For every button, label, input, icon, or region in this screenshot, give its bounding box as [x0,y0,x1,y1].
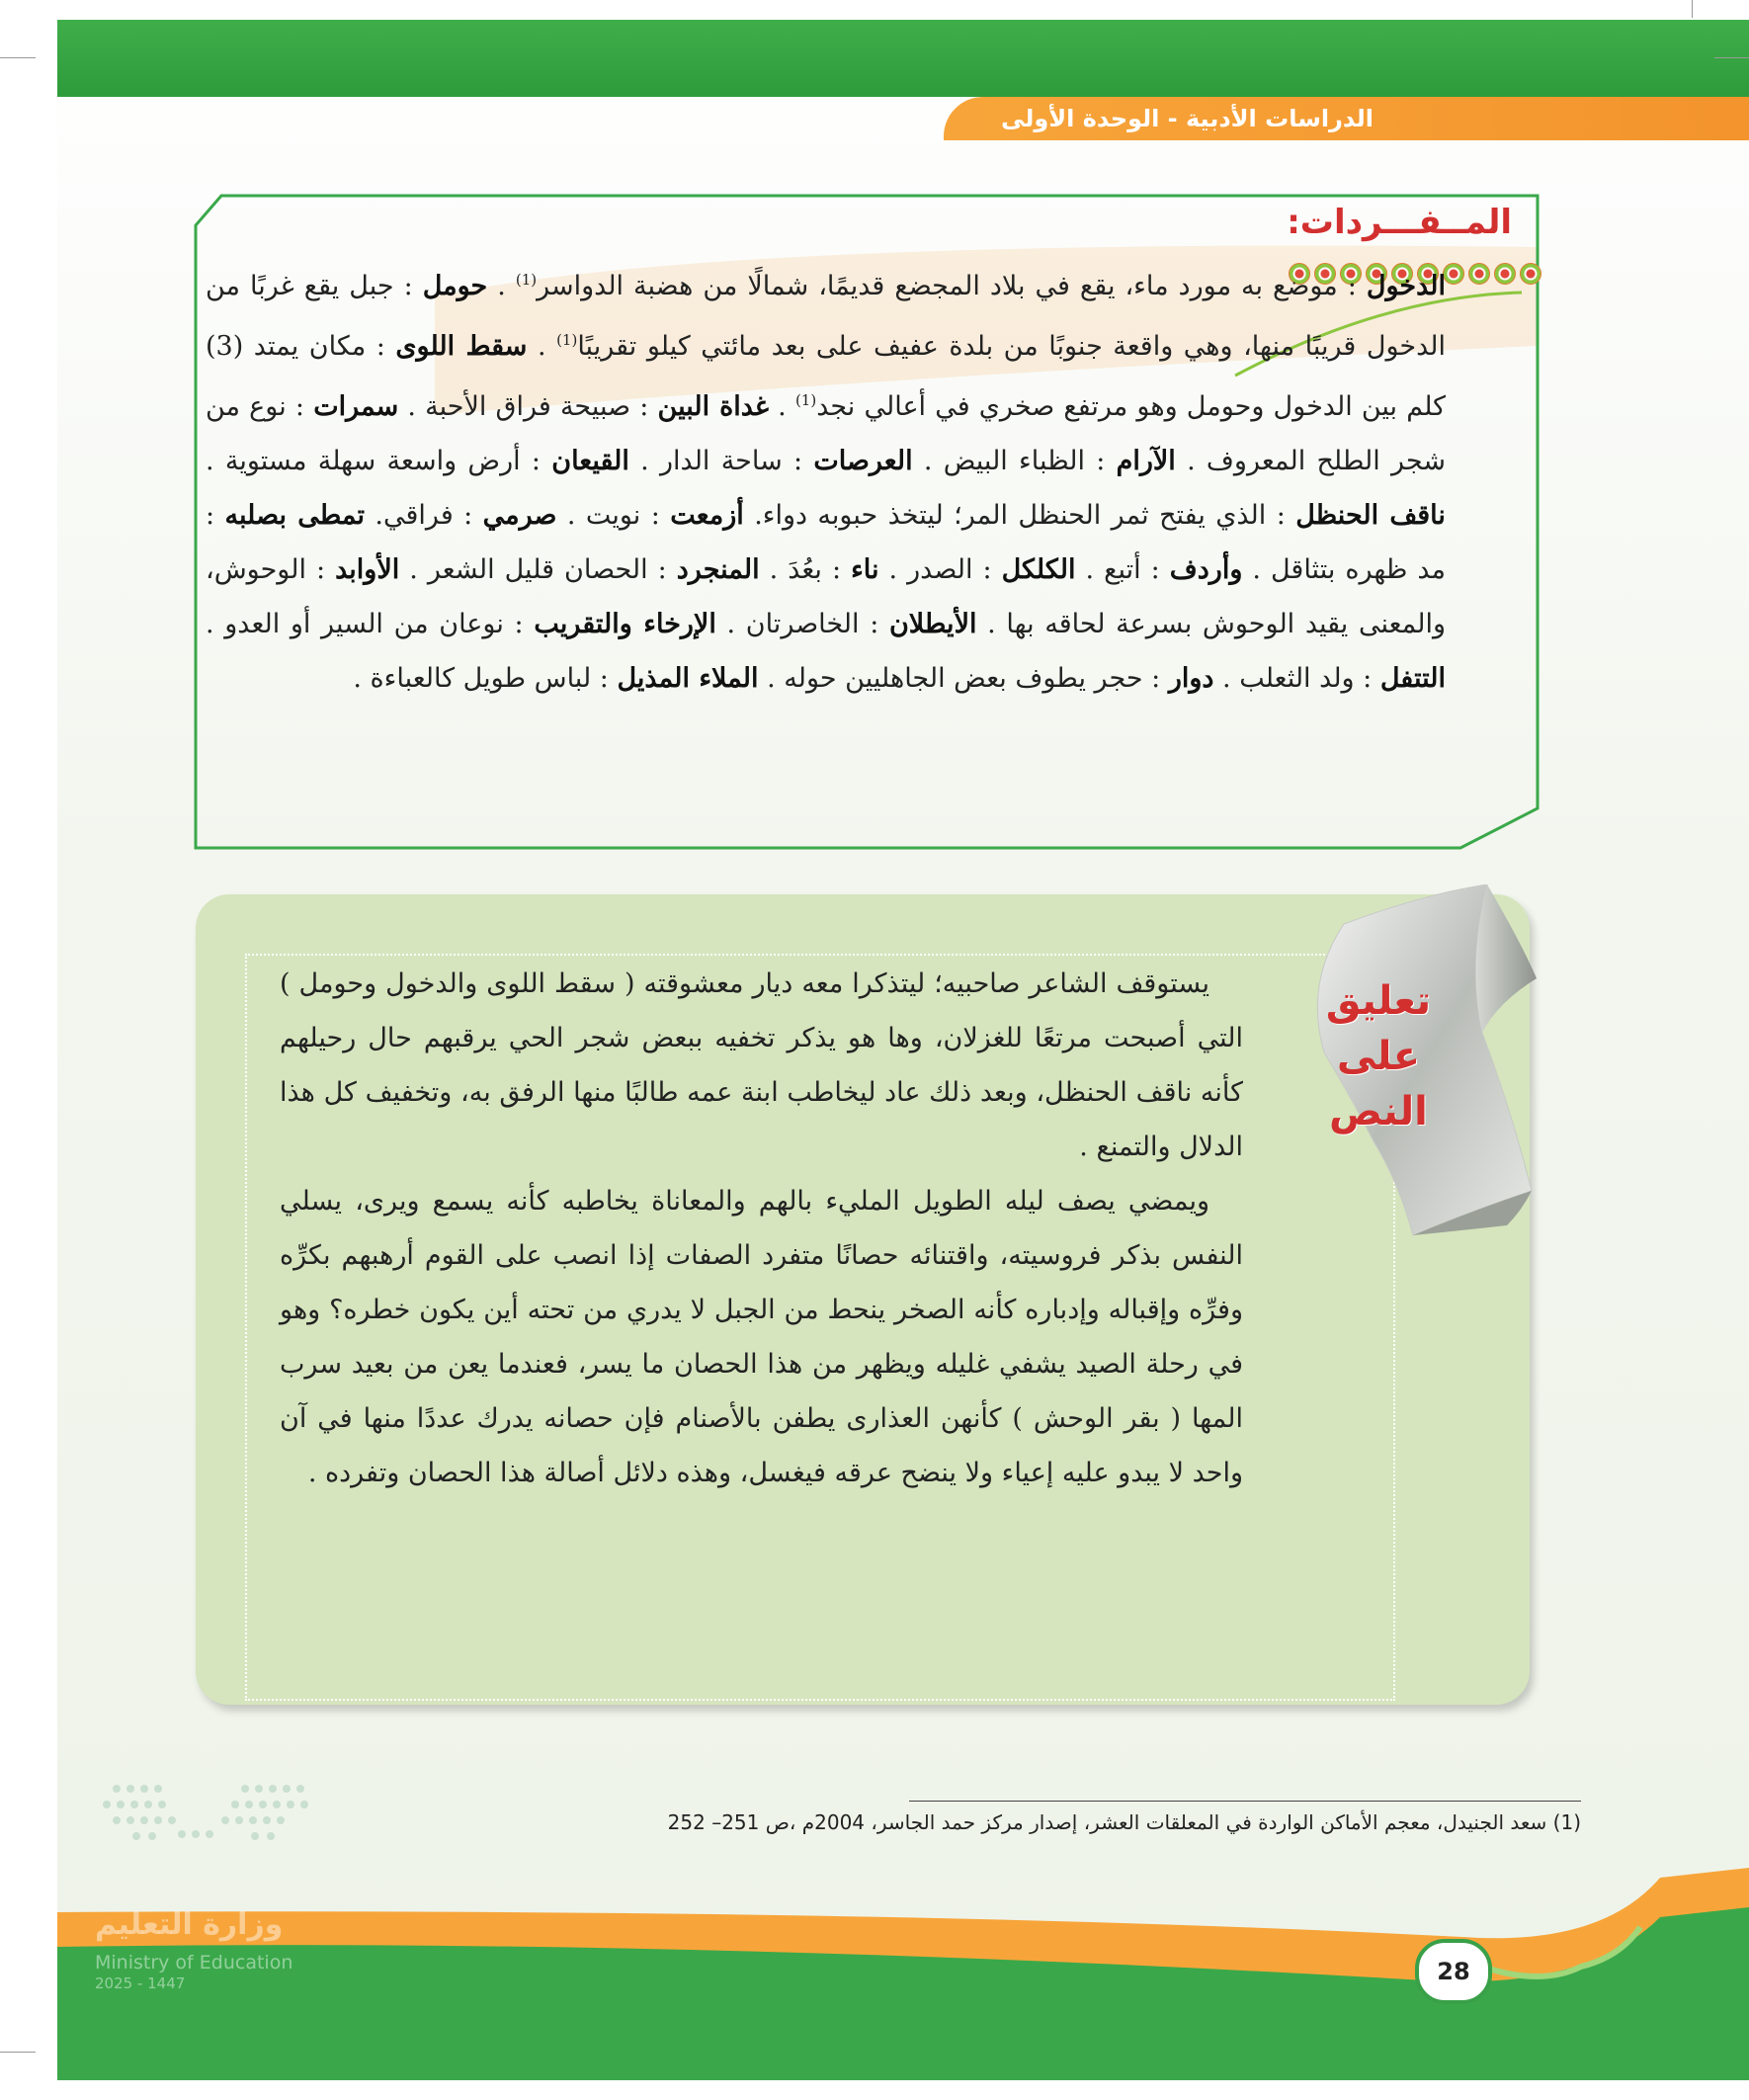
dot-ornament [1520,263,1541,285]
vocab-definition: : نوع من شجر الطلح المعروف . [206,391,1446,476]
dot-ornament [1468,263,1490,285]
vocab-definition: : الحصان قليل الشعر . [409,554,667,585]
vocab-definition: : بعُدَ . [769,554,842,585]
vocab-definition: : الخاصرتان . [726,609,879,639]
ministry-name-arabic: وزارة التعليم [95,1907,284,1942]
vocab-text: الدخول : موضع به مورد ماء، يقع في بلاد المجضع قديمًا، شمالًا من هضبة الدواسر$^{(1)}$ . حومل : جبل يقع غربًا من الدخول قريبًا منها، وهي واقعة جنوبًا من بلدة عفيف على بعد مائتي كيلو تقريبًا$^{(1)}$ . سقط اللوى : مكان يمتد (3) كلم بين الدخول وحومل وهو مرتفع صخري في أعالي نجد$^{(1)}$ . غداة البين : صبيحة فراق الأحبة . سمرات : نوع من شجر الطلح المعروف . الآرام : الظباء البيض . العرصات : ساحة الدار . القيعان : أرض واسعة سهلة مستوية . ناقف الحنظل : الذي يفتح ثمر الحنظل المر؛ ليتخذ حبوبه دواء. أزمعت : نويت . صرمي : فراقي. تمطى بصلبه : مد ظهره بتثاقل . وأردف : أتبع . الكلكل : الصدر . ناء : بعُدَ . المنجرد : الحصان قليل الشعر . الأوابد : الوحوش، والمعنى يقيد الوحوش بسرعة لحاقه بها . الأيطلان : الخاصرتان . الإرخاء والتقريب : نوعان من السير أو العدو . التتفل : ولد الثعلب . دوار : حجر يطوف بعض الجاهليين حوله . الملاء المذيل : لباس طويل كالعباءة . [206,271,1447,694]
ministry-year: 2025 - 1447 [95,1974,186,1992]
vocab-term: ناء [851,554,879,585]
commentary-label-line: تعليق [1325,978,1432,1024]
dot-ornament [1494,263,1516,285]
footnote: (1) سعد الجنيدل، معجم الأماكن الواردة في المعلقات العشر، إصدار مركز حمد الجاسر، 2004م ،ص 251– 252 [667,1810,1581,1834]
vocab-term: القيعان [551,446,629,476]
footnote-ref: (1) [515,271,538,289]
commentary-paragraph: ويمضي يصف ليله الطويل المليء بالهم والمعاناة يخاطبه كأنه يسمع ويرى، يسلي النفس بذكر فروسيته، واقتنائه حصانًا متفرد الصفات إذا انصب على القوم أرهبهم بكرِّه وفرِّه وإقباله وإدباره كأنه الصخر ينحط من الجبل لا يدري من تحته أين يكون خطره؟ وهو في رحلة الصيد يشفي غليله ويظهر من هذا الحصان ما يسر، فعندما يعن من بعيد سرب المها ( بقر الوحش ) كأنهن العذارى يطفن بالأصنام فإن حصانه يدرك عددًا منها في آن واحد لا يبدو عليه إعياء ولا ينضح عرقه فيغسل، وهذه دلائل أصالة هذا الحصان وتفرده . [280,1186,1243,1488]
vocab-term: سمرات [313,391,399,422]
vocab-term: حومل [422,271,488,301]
ministry-logo [97,1779,324,1888]
vocab-term: وأردف [1169,554,1243,585]
commentary-label-line: على [1336,1034,1421,1079]
commentary-paragraph: يستوقف الشاعر صاحبيه؛ ليتذكرا معه ديار معشوقته ( سقط اللوى والدخول وحومل ) التي أصبحت مرتعًا للغزلان، وها هو يذكر تخفيه ببعض شجر الحي يرقبهم حال رحيلهم كأنه ناقف الحنظل، وبعد ذلك عاد ليخاطب ابنة عمه طالبًا منها الرفق به، وتخفيف كل هذا الدلال والتمنع . [280,968,1243,1162]
page-number: 28 [1415,1939,1492,2004]
footnote-rule [909,1801,1581,1802]
vocab-term: العرصات [813,446,913,476]
vocab-term: الكلكل [1001,554,1076,585]
vocab-definition: : جبل يقع غربًا من الدخول قريبًا منها، وهي واقعة جنوبًا من بلدة عفيف على بعد مائتي كيلو تقريبًا [206,271,1447,362]
vocab-definition: : الظباء البيض . [923,446,1106,476]
vocab-definition: : نويت . [566,500,660,531]
vocab-definition: : ساحة الدار . [640,446,803,476]
vocab-term: التتفل [1379,663,1446,694]
vocab-definition: : أرض واسعة سهلة مستوية . [206,446,541,476]
vocab-term: الملاء المذيل [617,663,759,694]
vocab-term: الإرخاء والتقريب [534,609,716,639]
vocab-term: تمطى بصلبه [224,500,366,531]
vocab-title: المــفـــردات: [1287,203,1512,242]
vocab-term: الأيطلان [888,609,977,639]
vocab-term: الآرام [1116,446,1176,476]
section-title: الدراسات الأدبية - الوحدة الأولى [1001,105,1374,132]
vocab-term: الأوابد [335,554,400,585]
footnote-ref: (1) [556,331,578,349]
vocab-term: الدخول [1366,271,1446,301]
ministry-name-english: Ministry of Education [95,1952,293,1974]
dot-ornament [1443,263,1464,285]
vocab-definition: : ولد الثعلب . [1222,663,1373,694]
vocab-definition: : أتبع . [1085,554,1160,585]
vocab-definition: : فراقي. [375,500,473,531]
vocab-term: صرمي [482,500,557,531]
vocab-definition: : مكان يمتد (3) كلم بين الدخول وحومل وهو مرتفع صخري في أعالي نجد [206,331,1446,422]
vocab-definition: : موضع به مورد ماء، يقع في بلاد المجضع قديمًا، شمالًا من هضبة الدواسر [537,271,1357,301]
vocab-term: غداة البين [657,391,770,422]
commentary-label [1319,973,1438,1139]
vocab-definition: : مد ظهره بتثاقل . [206,500,1446,585]
vocab-term: أزمعت [670,500,744,531]
commentary-label-line: النص [1329,1089,1428,1134]
vocab-term: ناقف الحنظل [1295,500,1446,531]
vocab-definition: : الصدر . [888,554,992,585]
footnote-ref: (1) [794,391,817,409]
vocab-definition: : نوعان من السير أو العدو . [206,609,524,639]
vocab-definition: : حجر يطوف بعض الجاهليين حوله . [767,663,1161,694]
vocab-term: المنجرد [676,554,760,585]
vocab-definition: : الذي يفتح ثمر الحنظل المر؛ ليتخذ حبوبه دواء. [754,500,1286,531]
vocab-term: دوار [1168,663,1214,694]
vocab-definition: : صبيحة فراق الأحبة . [407,391,649,422]
vocab-definition: : الوحوش، والمعنى يقيد الوحوش بسرعة لحاقه بها . [206,554,1447,639]
vocab-definition: : لباس طويل كالعباءة . [353,663,609,694]
commentary-text [280,957,1243,1500]
vocab-term: سقط اللوى [395,331,528,362]
